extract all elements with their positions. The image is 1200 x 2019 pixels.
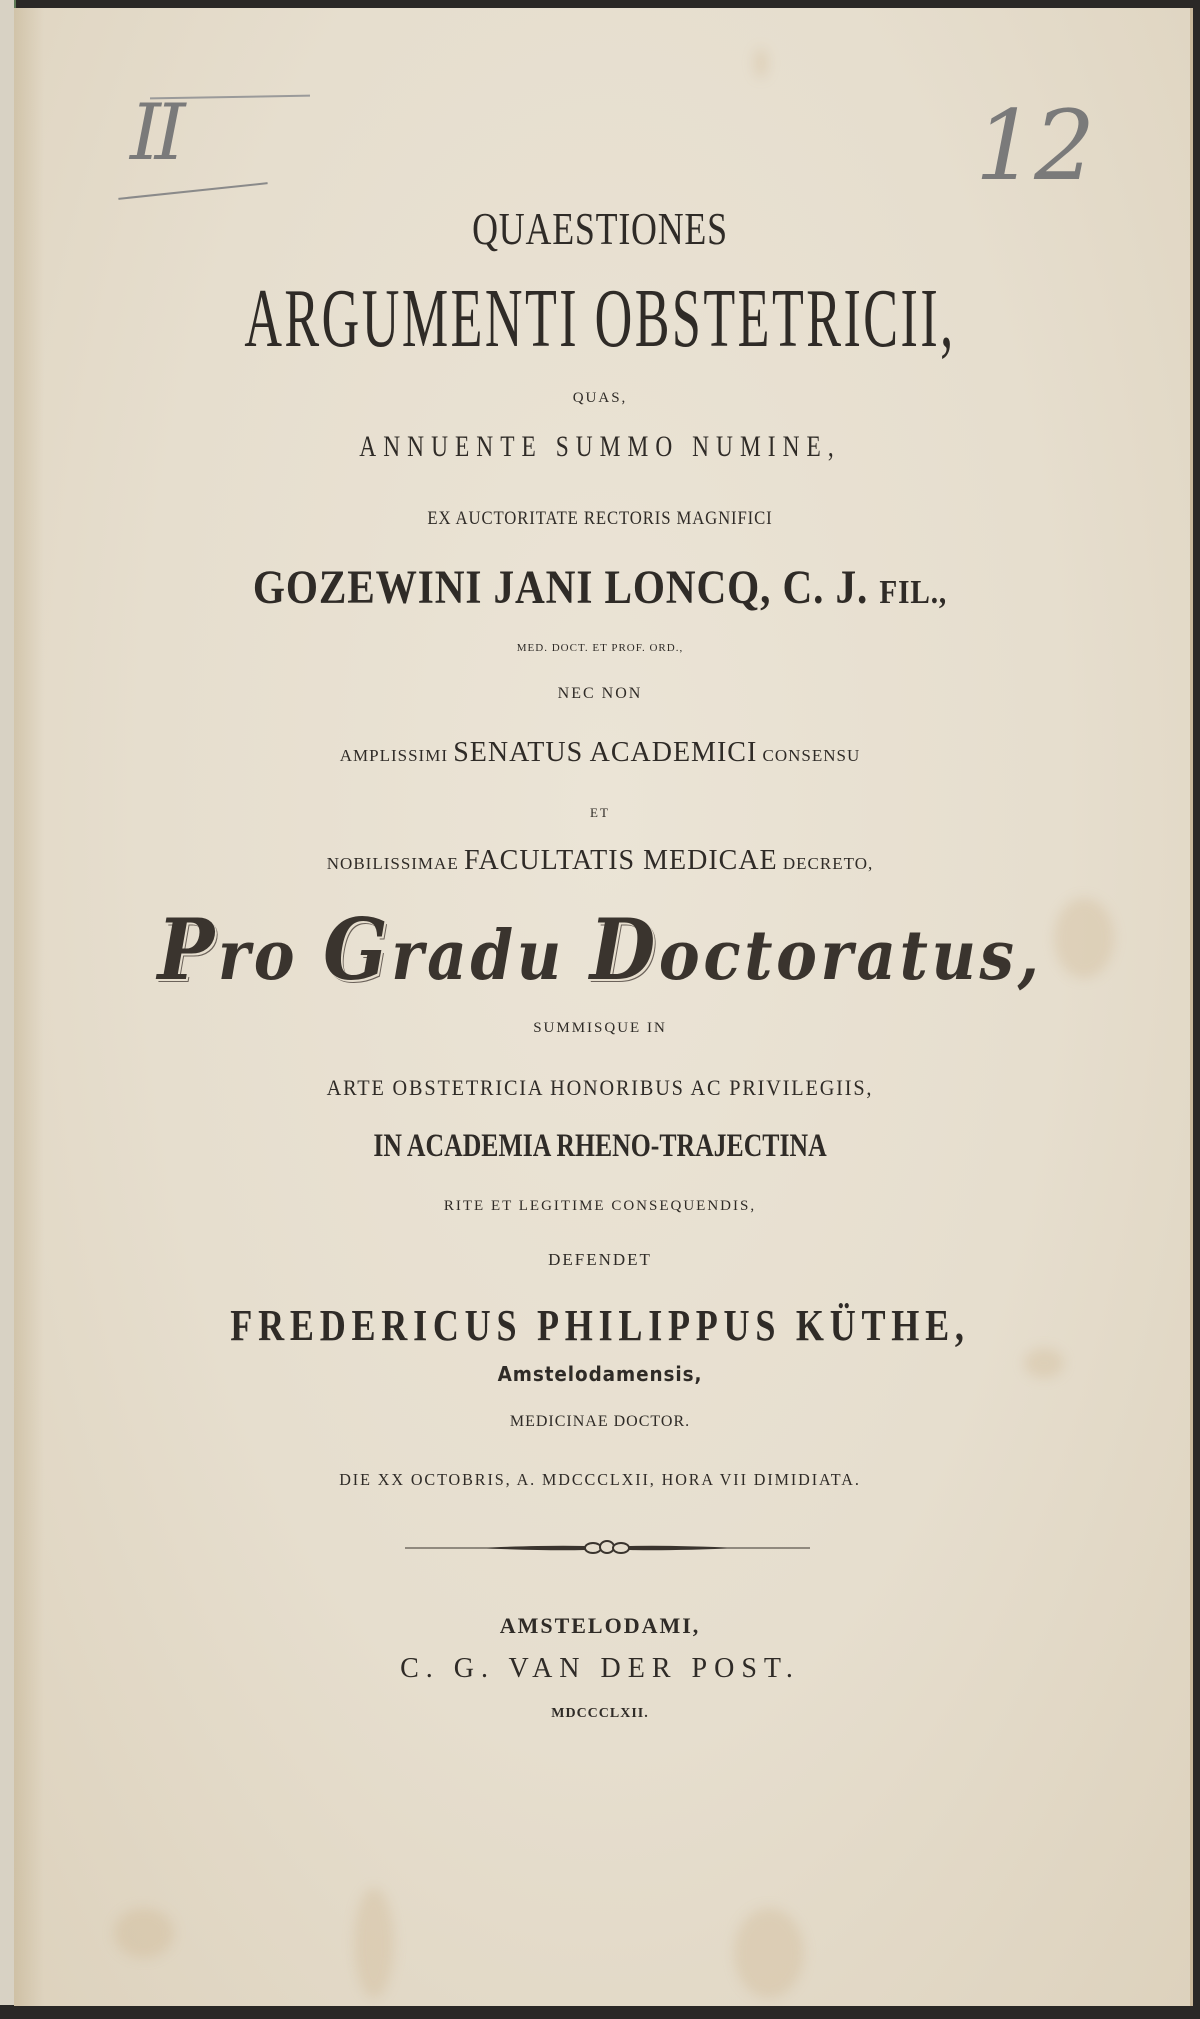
word-doctoratus: octoratus,	[658, 916, 1043, 996]
author-degree: MEDICINAE DOCTOR.	[509, 1413, 691, 1430]
author-name: FREDERICUS PHILIPPUS KÜTHE,	[230, 1301, 970, 1350]
ornamental-rule-icon	[405, 1540, 810, 1554]
line-defendet: DEFENDET	[548, 1250, 652, 1269]
senatus-post: CONSENSU	[757, 746, 861, 765]
author-origin: Amstelodamensis,	[497, 1362, 703, 1386]
senatus-academici: SENATUS ACADEMICI	[453, 737, 758, 768]
word-pro: ro	[217, 916, 324, 996]
line-rite: RITE ET LEGITIME CONSEQUENDIS,	[443, 1198, 757, 1214]
facultatis-post: DECRETO,	[777, 854, 874, 873]
word-gradu: radu	[391, 916, 590, 996]
imprint-place: AMSTELODAMI,	[499, 1613, 701, 1638]
line-senatus	[0, 737, 1200, 769]
initial-g: G	[323, 900, 392, 999]
line-ex-auctoritate: EX AUCTORITATE RECTORIS MAGNIFICI	[427, 508, 773, 529]
title-line-quaestiones: QUAESTIONES	[472, 203, 728, 254]
pencil-mark-right: 12	[975, 90, 1094, 202]
academy-name: IN ACADEMIA RHENO-TRAJECTINA	[373, 1128, 827, 1164]
initial-p: P	[157, 900, 218, 999]
line-et: ET	[590, 805, 610, 820]
rector-title: MED. DOCT. ET PROF. ORD.,	[516, 642, 684, 654]
line-quas: QUAS,	[572, 390, 628, 406]
blackletter-pro-gradu-doctoratus	[60, 900, 1140, 999]
paper-stain	[114, 1908, 174, 1958]
main-title: ARGUMENTI OBSTETRICII,	[244, 272, 956, 365]
rector-suffix: FIL.,	[879, 574, 948, 611]
line-nec-non: NEC NON	[557, 685, 643, 702]
paper-stain	[734, 1908, 804, 1998]
facultatis-pre: NOBILISSIMAE	[326, 854, 464, 873]
line-summisque: SUMMISQUE IN	[533, 1020, 667, 1036]
rector-name-text: GOZEWINI JANI LONCQ, C. J.	[252, 561, 880, 614]
imprint-year: MDCCCLXII.	[551, 1706, 649, 1721]
initial-d: D	[589, 900, 659, 999]
imprint-publisher: C. G. VAN DER POST.	[400, 1653, 800, 1684]
senatus-pre: AMPLISSIMI	[339, 746, 454, 765]
facultatis-medicae: FACULTATIS MEDICAE	[463, 845, 778, 876]
line-annuente: ANNUENTE SUMMO NUMINE,	[359, 430, 841, 463]
paper-stain	[354, 1888, 394, 1998]
rector-name	[84, 560, 1116, 615]
line-facultatis	[0, 845, 1200, 877]
line-arte-obstetricia: ARTE OBSTETRICIA HONORIBUS AC PRIVILEGIIS,	[326, 1075, 874, 1100]
defense-date: DIE XX OCTOBRIS, A. MDCCCLXII, HORA VII DIMIDIATA.	[339, 1470, 861, 1489]
paper-stain	[754, 48, 768, 78]
pencil-mark-left: II	[130, 88, 180, 178]
